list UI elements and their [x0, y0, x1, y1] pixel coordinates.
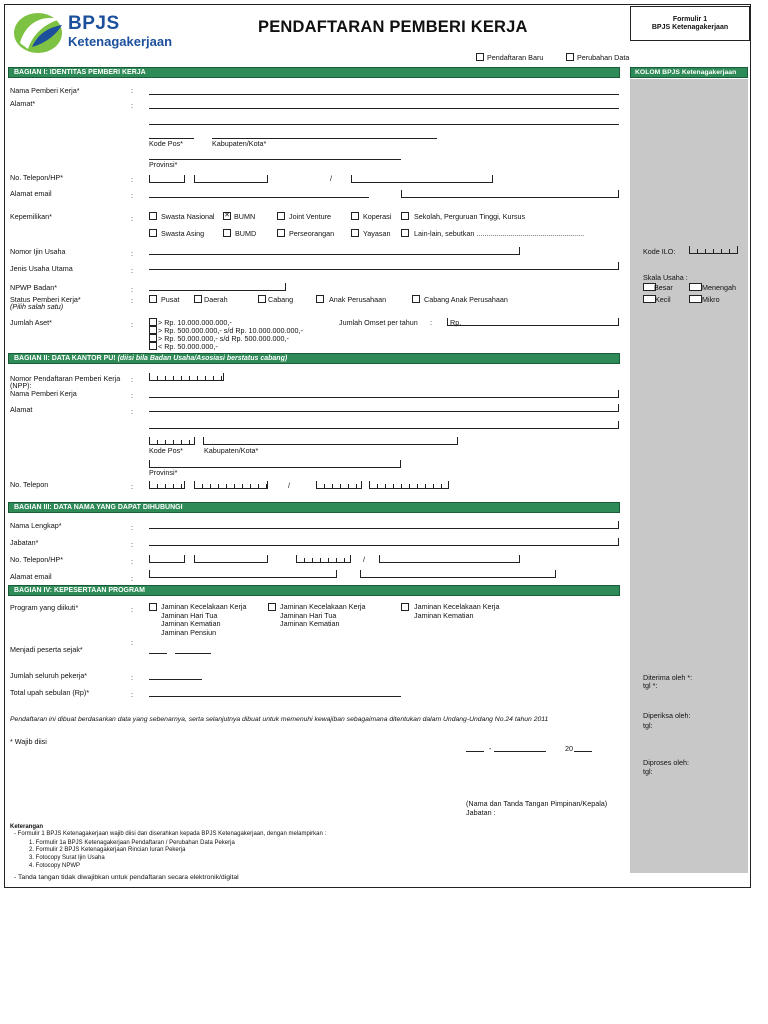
program-item: Jaminan Hari Tua: [161, 610, 218, 620]
colon: :: [131, 175, 133, 184]
office-address-field-2[interactable]: [149, 421, 619, 429]
received-date-label: tgl *:: [643, 681, 658, 690]
program-package-1-list: [161, 603, 247, 637]
npp-label: Nomor Pendaftaran Pemberi Kerja: [10, 374, 121, 383]
office-fax-number-field[interactable]: [369, 481, 449, 489]
program-item: Jaminan Kecelakaan Kerja: [414, 602, 500, 611]
employer-status-note: (Pilih salah satu): [10, 302, 64, 311]
employer-name-field[interactable]: [149, 94, 619, 95]
business-license-field[interactable]: [149, 247, 520, 255]
program-item: Jaminan Pensiun: [161, 627, 217, 637]
colon: :: [131, 638, 133, 647]
signing-place-field[interactable]: [466, 751, 484, 752]
logo-subtitle: Ketenagakerjaan: [68, 34, 173, 49]
ownership-foreign-private-checkbox[interactable]: [149, 229, 157, 237]
program-package-3-list: [414, 603, 500, 620]
contact-phone-area-field[interactable]: [149, 555, 185, 563]
office-phone-separator: /: [288, 481, 290, 490]
colon: :: [131, 86, 133, 95]
notes-item: 1. Formulir 1a BPJS Ketenagakerjaan Pendaftaran / Perubahan Data Pekerja: [29, 840, 235, 846]
status-subsidiary-checkbox[interactable]: [316, 295, 324, 303]
section-2-header: [8, 353, 620, 364]
status-branch-checkbox[interactable]: [258, 295, 266, 303]
notes-item: 4. Fotocopy NPWP: [29, 863, 81, 869]
signing-date-field[interactable]: [494, 751, 546, 752]
program-item: Jaminan Kecelakaan Kerja: [280, 602, 366, 611]
npp-field[interactable]: [149, 373, 224, 381]
ilo-code-field[interactable]: [689, 246, 738, 254]
form-number-box: [630, 6, 750, 41]
status-option-label: Daerah: [204, 295, 228, 304]
status-subsidiary-branch-checkbox[interactable]: [412, 295, 420, 303]
ownership-option-label: Swasta Nasional: [161, 212, 215, 221]
office-regency-label: Kabupaten/Kota*: [204, 446, 259, 455]
checked-date-label: tgl:: [643, 721, 653, 730]
office-phone-area-field[interactable]: [149, 481, 185, 489]
program-item: Jaminan Kematian: [280, 619, 340, 628]
ownership-option-label: Koperasi: [363, 212, 392, 221]
scale-medium-label: Menengah: [702, 283, 736, 292]
new-registration-label: Pendaftaran Baru: [487, 53, 544, 62]
npwp-label: NPWP Badan*: [10, 283, 58, 292]
assets-over-10b-checkbox[interactable]: [149, 318, 157, 326]
section-4-header: BAGIAN IV: KEPESERTAAN PROGRAM: [8, 585, 620, 596]
office-postal-code-field[interactable]: [149, 437, 195, 445]
scale-small-label: Kecil: [655, 295, 671, 304]
colon: :: [131, 101, 133, 110]
date-separator: -: [489, 744, 492, 753]
colon: :: [131, 523, 133, 532]
program-item: Jaminan Hari Tua: [280, 610, 337, 620]
data-change-label: Perubahan Data: [577, 53, 630, 62]
total-workers-field[interactable]: [149, 679, 202, 680]
participant-since-year-field[interactable]: [175, 653, 211, 654]
section-1-header: BAGIAN I: IDENTITAS PEMBERI KERJA: [8, 67, 620, 78]
phone-label: No. Telepon/HP*: [10, 173, 64, 182]
leaf-logo-icon: [12, 9, 72, 55]
total-wages-label: Total upah sebulan (Rp)*: [10, 688, 90, 697]
notes-title: Keterangan: [10, 824, 44, 830]
ownership-bumd-checkbox[interactable]: [223, 229, 231, 237]
ownership-option-label: Joint Venture: [289, 212, 331, 221]
assets-option-label: > Rp. 500.000.000,- s/d Rp. 10.000.000.000,-: [158, 326, 303, 335]
total-assets-label: Jumlah Aset*: [10, 318, 52, 327]
section-2-title: BAGIAN II: DATA KANTOR PU!: [14, 355, 116, 362]
program-package-3-checkbox[interactable]: [401, 603, 409, 611]
office-name-field[interactable]: [149, 390, 619, 398]
address-field-2[interactable]: [149, 124, 619, 125]
colon: :: [131, 673, 133, 682]
total-wages-field[interactable]: [149, 696, 401, 697]
employer-name-label: Nama Pemberi Kerja*: [10, 86, 80, 95]
scale-micro-checkbox[interactable]: [689, 295, 702, 303]
employer-status-label: Status Pemberi Kerja*: [10, 295, 81, 304]
received-by-label: Diterima oleh *:: [643, 673, 693, 682]
colon: :: [131, 296, 133, 305]
status-option-label: Pusat: [161, 295, 180, 304]
main-business-label: Jenis Usaha Utama: [10, 264, 73, 273]
status-option-label: Cabang Anak Perusahaan: [424, 295, 508, 304]
status-option-label: Cabang: [268, 295, 294, 304]
program-item: Jaminan Kematian: [161, 619, 221, 628]
ownership-school-checkbox[interactable]: [401, 212, 409, 220]
form-number: Formulir 1: [672, 16, 708, 23]
colon: :: [131, 574, 133, 583]
year-prefix: 20: [565, 744, 573, 753]
assets-option-label: < Rp. 50.000.000,-: [158, 342, 218, 351]
assets-under-50m-checkbox[interactable]: [149, 342, 157, 350]
postal-code-label: Kode Pos*: [149, 139, 183, 148]
contact-phone-number-field[interactable]: [194, 555, 268, 563]
contact-name-field[interactable]: [149, 521, 619, 529]
ilo-code-label: Kode ILO:: [643, 247, 676, 256]
office-regency-field[interactable]: [203, 437, 458, 445]
business-license-label: Nomor Ijin Usaha: [10, 247, 66, 256]
colon: :: [131, 391, 133, 400]
form-owner: BPJS Ketenagakerjaan: [651, 24, 729, 31]
logo-title: BPJS: [68, 13, 120, 34]
annual-turnover-field[interactable]: [447, 318, 619, 326]
program-package-1-checkbox[interactable]: [149, 603, 157, 611]
address-field-1[interactable]: [149, 108, 619, 109]
npwp-field[interactable]: [149, 283, 286, 291]
ownership-option-label: Yayasan: [363, 229, 391, 238]
email-field-1[interactable]: [149, 197, 369, 198]
program-label: Program yang diikuti*: [10, 603, 79, 612]
province-field[interactable]: [149, 159, 401, 160]
colon: :: [131, 191, 133, 200]
processed-date-label: tgl:: [643, 767, 653, 776]
phone-area-code-field[interactable]: [149, 175, 185, 183]
page-title: PENDAFTARAN PEMBERI KERJA: [258, 18, 528, 36]
colon: :: [430, 318, 432, 327]
ownership-individual-checkbox[interactable]: [277, 229, 285, 237]
contact-mobile-prefix-field[interactable]: [296, 555, 351, 563]
colon: :: [131, 407, 133, 416]
declaration-statement: Pendaftaran ini dibuat berdasarkan data yang sebenarnya, serta selanjutnya dibuat untuk memenuhi kewajiban sebagaimana ditentukan dalam Undang-Undang No.24 tahun 2011: [10, 716, 549, 723]
section-2-note: (diisi bila Badan Usaha/Asosiasi berstatus cabang): [117, 355, 288, 362]
colon: :: [131, 605, 133, 614]
status-regional-checkbox[interactable]: [194, 295, 202, 303]
province-label: Provinsi*: [149, 160, 178, 169]
ownership-foundation-checkbox[interactable]: [351, 229, 359, 237]
bpjs-office-panel-title: KOLOM BPJS Ketenagakerjaan: [630, 67, 748, 78]
bpjs-office-panel: [630, 79, 748, 873]
ownership-option-label: Sekolah, Perguruan Tinggi, Kursus: [414, 212, 526, 221]
colon: :: [131, 540, 133, 549]
main-business-field[interactable]: [149, 262, 619, 270]
ownership-option-label: BUMD: [235, 229, 257, 238]
signature-note: - Tanda tangan tidak diwajibkan untuk pendaftaran secara elektronik/digital: [14, 874, 239, 881]
ownership-other-checkbox[interactable]: [401, 229, 409, 237]
contact-position-label: Jabatan*: [10, 538, 39, 547]
ownership-option-label: BUMN: [234, 212, 256, 221]
notes-item: 2. Formulir 2 BPJS Ketenagakerjaan Rincian Iuran Pekerja: [29, 847, 186, 853]
regency-label: Kabupaten/Kota*: [212, 139, 267, 148]
contact-email-label: Alamat email: [10, 572, 52, 581]
signing-year-field[interactable]: [574, 751, 592, 752]
data-change-checkbox[interactable]: [566, 53, 574, 61]
new-registration-checkbox[interactable]: [476, 53, 484, 61]
turnover-currency: Rp.: [450, 318, 462, 327]
ownership-option-label: Perseorangan: [289, 229, 335, 238]
office-province-field[interactable]: [149, 460, 401, 468]
assets-option-label: > Rp. 50.000.000,- s/d Rp. 500.000.000,-: [158, 334, 289, 343]
office-postal-code-label: Kode Pos*: [149, 446, 183, 455]
phone-number-field[interactable]: [194, 175, 268, 183]
colon: :: [131, 214, 133, 223]
status-head-office-checkbox[interactable]: [149, 295, 157, 303]
office-province-label: Provinsi*: [149, 468, 178, 477]
office-address-field-1[interactable]: [149, 404, 619, 412]
assets-500m-10b-checkbox[interactable]: [149, 326, 157, 334]
required-note: * Wajib diisi: [10, 737, 47, 746]
npp-label-2: (NPP):: [10, 381, 32, 390]
notes-intro: - Formulir 1 BPJS Ketenagakerjaan wajib diisi dan diserahkan kepada BPJS Ketenagakerjaan, dengan melampirkan :: [14, 831, 327, 837]
ownership-cooperative-checkbox[interactable]: [351, 212, 359, 220]
contact-mobile-field[interactable]: [379, 555, 520, 563]
mobile-number-field[interactable]: [351, 175, 493, 183]
total-workers-label: Jumlah seluruh pekerja*: [10, 671, 88, 680]
office-fax-area-field[interactable]: [316, 481, 362, 489]
contact-name-label: Nama Lengkap*: [10, 521, 62, 530]
colon: :: [131, 320, 133, 329]
colon: :: [131, 375, 133, 384]
program-item: Jaminan Kecelakaan Kerja: [161, 602, 247, 611]
office-phone-label: No. Telepon: [10, 480, 49, 489]
scale-medium-checkbox[interactable]: [689, 283, 702, 291]
section-3-header: BAGIAN III: DATA NAMA YANG DAPAT DIHUBUNGI: [8, 502, 620, 513]
ownership-national-private-checkbox[interactable]: [149, 212, 157, 220]
email-field-2[interactable]: [401, 190, 619, 198]
ownership-option-label: Swasta Asing: [161, 229, 205, 238]
status-option-label: Anak Perusahaan: [329, 295, 387, 304]
phone-separator: /: [330, 174, 332, 183]
ownership-bumn-checkbox[interactable]: ✕: [224, 212, 230, 219]
office-address-label: Alamat: [10, 405, 33, 414]
checked-by-label: Diperiksa oleh:: [643, 711, 691, 720]
office-name-label: Nama Pemberi Kerja: [10, 389, 77, 398]
signature-position-label: Jabatan :: [466, 808, 496, 817]
participant-since-month-field[interactable]: [149, 653, 167, 654]
contact-email-field-2[interactable]: [360, 570, 556, 578]
signature-caption: (Nama dan Tanda Tangan Pimpinan/Kepala): [466, 799, 608, 808]
colon: :: [131, 249, 133, 258]
business-scale-label: Skala Usaha :: [643, 273, 688, 282]
colon: :: [131, 266, 133, 275]
contact-position-field[interactable]: [149, 538, 619, 546]
colon: :: [131, 690, 133, 699]
assets-50m-500m-checkbox[interactable]: [149, 334, 157, 342]
ownership-option-label: Lain-lain, sebutkan ......................................................: [414, 229, 585, 238]
processed-by-label: Diproses oleh:: [643, 758, 689, 767]
ownership-joint-venture-checkbox[interactable]: [277, 212, 285, 220]
scale-large-label: Besar: [654, 283, 673, 292]
program-package-2-checkbox[interactable]: [268, 603, 276, 611]
notes-item: 3. Fotocopy Surat Ijin Usaha: [29, 855, 105, 861]
ownership-label: Kepemilikan*: [10, 212, 52, 221]
email-label: Alamat email: [10, 189, 52, 198]
assets-option-label: > Rp. 10.000.000.000,-: [158, 318, 232, 327]
program-package-2-list: [280, 603, 366, 629]
program-item: Jaminan Kematian: [414, 610, 474, 620]
scale-micro-label: Mikro: [702, 295, 720, 304]
contact-phone-label: No. Telepon/HP*: [10, 555, 64, 564]
colon: :: [131, 482, 133, 491]
contact-phone-separator: /: [363, 555, 365, 564]
colon: :: [131, 285, 133, 294]
participant-since-label: Menjadi peserta sejak*: [10, 645, 83, 654]
address-label: Alamat*: [10, 99, 36, 108]
annual-turnover-label: Jumlah Omset per tahun: [339, 318, 418, 327]
contact-email-field-1[interactable]: [149, 570, 337, 578]
office-phone-number-field[interactable]: [194, 481, 268, 489]
colon: :: [131, 557, 133, 566]
